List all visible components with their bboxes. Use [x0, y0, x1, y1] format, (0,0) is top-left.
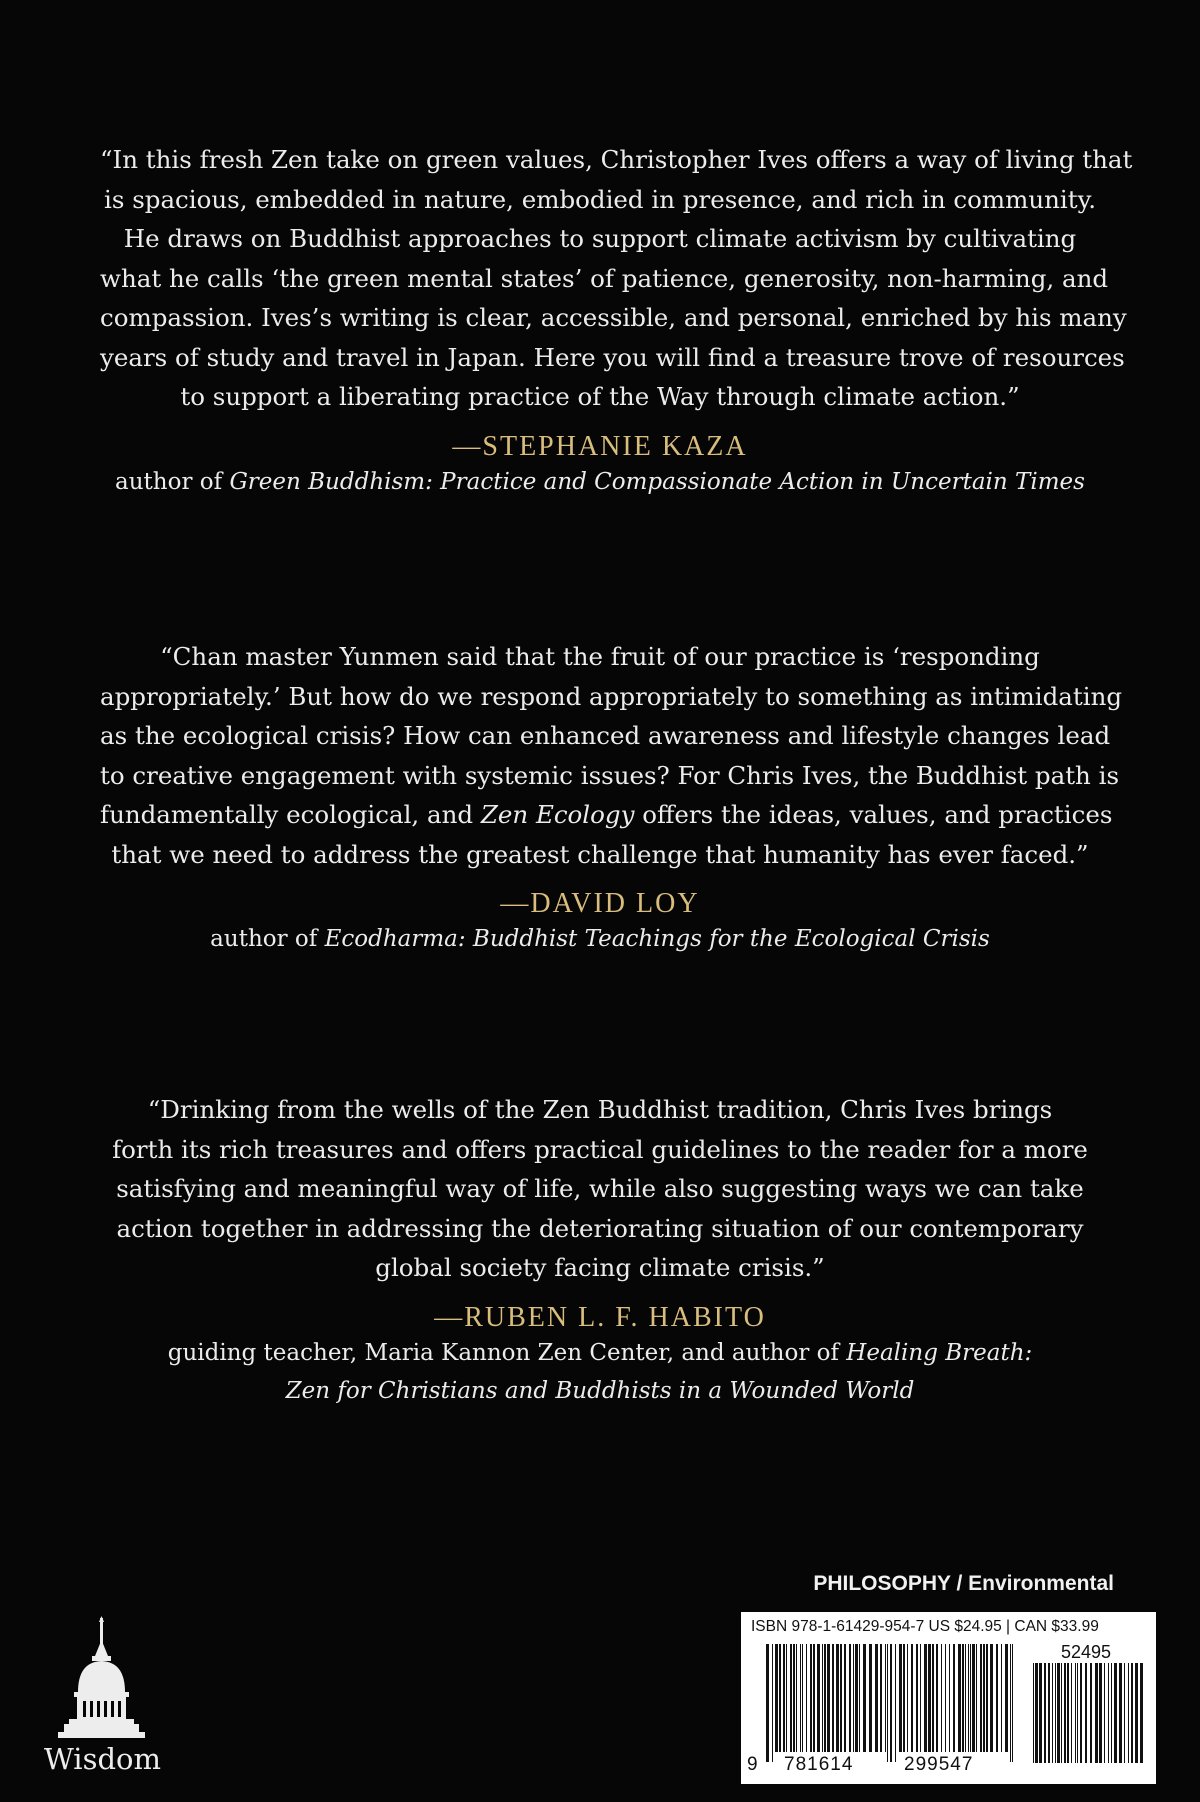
quote-line: as the ecological crisis? How can enhanced awareness and lifestyle changes lead [100, 721, 1111, 750]
barcode-bar [813, 1644, 815, 1752]
barcode-bar [903, 1644, 905, 1752]
barcode-bar [928, 1644, 931, 1752]
barcode-bar [1124, 1663, 1125, 1763]
barcode-bars [766, 1644, 1018, 1762]
blurb-quote [100, 1090, 1100, 1288]
barcode-bar [800, 1644, 801, 1752]
credit-book-title: Ecodharma: Buddhist Teachings for the Ecological Crisis [324, 926, 990, 952]
barcode-bar [924, 1644, 927, 1752]
publisher-name: Wisdom [44, 1742, 161, 1776]
barcode-bar [1039, 1663, 1042, 1763]
barcode-bar [1090, 1663, 1092, 1763]
barcode-bar [790, 1644, 792, 1752]
credit-book-title: Healing Breath: [846, 1339, 1033, 1366]
category-label: PHILOSOPHY / Environmental [813, 1572, 1114, 1595]
barcode-bar [875, 1644, 878, 1752]
barcode-bar [836, 1644, 839, 1752]
blurb-credit [100, 920, 1100, 958]
barcode-bar [772, 1644, 773, 1762]
barcode-bar [855, 1644, 858, 1752]
barcode-bar [793, 1644, 795, 1752]
barcode-bar [1071, 1663, 1072, 1763]
barcode-bar [1033, 1663, 1034, 1763]
barcode-bar [958, 1644, 961, 1752]
barcode-bar [1080, 1663, 1082, 1763]
barcode-bar [1099, 1663, 1102, 1763]
barcode-bar [980, 1644, 982, 1752]
barcode-bar [1077, 1663, 1078, 1763]
barcode-bar [976, 1644, 977, 1752]
credit-prefix: guiding teacher, Maria Kannon Zen Center, and author of [167, 1339, 847, 1366]
barcode-bar [1135, 1663, 1138, 1763]
barcode-bar [775, 1644, 778, 1752]
quote-line: “Drinking from the wells of the Zen Buddhist tradition, Chris Ives brings [147, 1095, 1053, 1124]
credit-prefix: author of [115, 468, 230, 495]
blurb-credit [100, 1334, 1100, 1410]
blurb-stephanie-kaza [100, 140, 1133, 501]
quote-line: action together in addressing the deteriorating situation of our contemporary [116, 1213, 1084, 1243]
barcode-bar [817, 1644, 820, 1752]
credit-book-title: Zen for Christians and Buddhists in a Wounded World [285, 1377, 915, 1404]
barcode-bar [810, 1644, 812, 1752]
barcode-bar [1140, 1663, 1143, 1763]
barcode-bar [911, 1644, 913, 1752]
barcode-bar [779, 1644, 781, 1752]
barcode-digits-right: 299547 [904, 1754, 974, 1775]
barcode-bar [887, 1644, 888, 1762]
isbn-price: ISBN 978-1-61429-954-7 US $24.95 | CAN $33.99 [751, 1618, 1099, 1635]
barcode-bar [824, 1644, 826, 1752]
blurb-author: —STEPHANIE KAZA [452, 430, 748, 462]
quote-text: offers the ideas, values, and practices [634, 800, 1113, 829]
blurb-credit [100, 463, 1100, 501]
barcode-bar [1108, 1663, 1109, 1763]
barcode-bar [1064, 1663, 1066, 1763]
barcode-bar [949, 1644, 950, 1752]
barcode-bar [941, 1644, 942, 1752]
barcode-digits-left: 781614 [784, 1754, 854, 1775]
quote-line: satisfying and meaningful way of life, while also suggesting ways we can take [116, 1174, 1084, 1203]
barcode-bar [1048, 1663, 1050, 1763]
barcode-bar [822, 1644, 823, 1752]
quote-line: years of study and travel in Japan. Here you will find a treasure trove of resources [100, 342, 1125, 372]
barcode-bar [796, 1644, 797, 1752]
barcode-bar [832, 1644, 834, 1752]
barcode-bar [786, 1644, 787, 1752]
barcode-bar [783, 1644, 785, 1752]
barcode-bar [859, 1644, 860, 1752]
blurb-quote [100, 637, 1123, 874]
barcode-bar [885, 1644, 886, 1752]
barcode-bar [1114, 1663, 1117, 1763]
barcode-bar [1001, 1644, 1002, 1752]
quote-line [100, 795, 1113, 835]
quote-line: is spacious, embedded in nature, embodied in presence, and rich in community. [104, 184, 1096, 214]
barcode-bar [863, 1644, 866, 1752]
quote-line: “Chan master Yunmen said that the fruit of our practice is ‘responding [160, 642, 1040, 671]
barcode-bar [1095, 1663, 1098, 1763]
barcode-bar [844, 1644, 846, 1752]
barcode-bar [1052, 1663, 1053, 1763]
barcode-bar [899, 1644, 902, 1752]
barcode-bar [1012, 1644, 1013, 1762]
blurb-author: —DAVID LOY [500, 888, 700, 919]
barcode-bar [1067, 1663, 1069, 1763]
barcode-bar [968, 1644, 969, 1752]
quote-line: forth its rich treasures and offers practical guidelines to the reader for a more [112, 1134, 1088, 1164]
quote-line: He draws on Buddhist approaches to support climate activism by cultivating [123, 224, 1077, 253]
barcode-bar [983, 1644, 985, 1752]
quote-line: appropriately.’ But how do we respond appropriately to something as intimidating [100, 681, 1123, 711]
blurb-author: —RUBEN L. F. HABITO [434, 1301, 766, 1333]
barcode-bar [827, 1644, 830, 1752]
barcode-bar [895, 1644, 896, 1762]
barcode-bar [766, 1644, 769, 1762]
quote-line: what he calls ‘the green mental states’ of patience, generosity, non-harming, and [100, 263, 1109, 293]
barcode-bar [1119, 1663, 1122, 1763]
quote-line: to creative engagement with systemic issues? For Chris Ives, the Buddhist path is [100, 760, 1120, 790]
quote-line: compassion. Ives’s writing is clear, accessible, and personal, enriched by his many [100, 303, 1127, 332]
barcode-bar [990, 1644, 993, 1752]
barcode-bar [1057, 1663, 1060, 1763]
blurb-david-loy [100, 637, 1123, 958]
barcode-bar [840, 1644, 842, 1752]
barcode-bar [802, 1644, 803, 1752]
barcode-digit-first: 9 [747, 1754, 759, 1775]
barcode-bar [1104, 1663, 1105, 1763]
barcode-bar [1061, 1663, 1062, 1763]
barcode-bar [953, 1644, 955, 1752]
barcode-bar [972, 1644, 975, 1752]
blurb-quote [100, 140, 1133, 417]
barcode-bar [970, 1644, 971, 1752]
barcode-bar [920, 1644, 921, 1752]
quote-line: that we need to address the greatest challenge that humanity has ever faced.” [111, 839, 1089, 869]
barcode-bar [932, 1644, 934, 1752]
barcode-bar [1085, 1663, 1087, 1763]
barcode-bar [945, 1644, 946, 1752]
barcode-bar [936, 1644, 938, 1752]
barcode-bar [1055, 1663, 1056, 1763]
barcode-bar [996, 1644, 998, 1752]
barcode-bar [1111, 1663, 1112, 1763]
publisher-logo [44, 1612, 160, 1784]
barcode-bar [986, 1644, 988, 1752]
barcode-addon-number: 52495 [1061, 1642, 1112, 1662]
barcode-bar [890, 1644, 892, 1762]
barcode-bar [907, 1644, 908, 1752]
blurb-ruben-habito [100, 1090, 1100, 1410]
quote-book-title: Zen Ecology [480, 800, 635, 829]
quote-line: to support a liberating practice of the Way through climate action.” [180, 382, 1020, 411]
barcode-bar [880, 1644, 882, 1752]
quote-line: global society facing climate crisis.” [375, 1253, 825, 1282]
barcode [741, 1612, 1156, 1784]
quote-text: fundamentally ecological, and [100, 800, 481, 829]
credit-book-title: Green Buddhism: Practice and Compassionate Action in Uncertain Times [229, 468, 1085, 495]
barcode-addon-bars [1033, 1663, 1145, 1763]
barcode-bar [1075, 1663, 1076, 1763]
barcode-bar [962, 1644, 964, 1752]
barcode-bar [1010, 1644, 1011, 1762]
credit-prefix: author of [210, 926, 325, 952]
barcode-bar [916, 1644, 918, 1752]
barcode-bar [1005, 1644, 1008, 1752]
quote-line: “In this fresh Zen take on green values, Christopher Ives offers a way of living that [100, 145, 1133, 174]
barcode-bar [869, 1644, 872, 1752]
barcode-bar [1131, 1663, 1133, 1763]
barcode-bar [853, 1644, 854, 1752]
barcode-bar [965, 1644, 966, 1752]
barcode-bar [1128, 1663, 1129, 1763]
barcode-bar [849, 1644, 851, 1752]
stupa-logo-icon [44, 1612, 160, 1742]
barcode-bar [1035, 1663, 1038, 1763]
barcode-bar [806, 1644, 807, 1752]
barcode-bar [1044, 1663, 1046, 1763]
